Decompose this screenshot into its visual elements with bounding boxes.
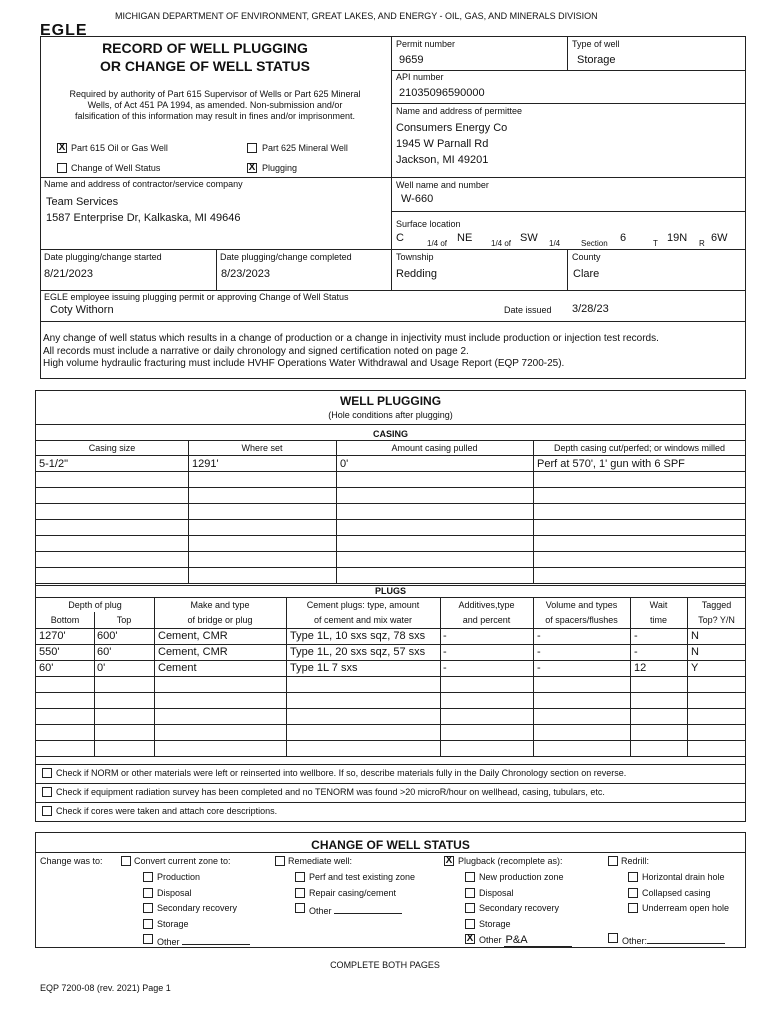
remediate-item-label: Other bbox=[309, 903, 402, 916]
plugback-checkbox-0[interactable] bbox=[465, 872, 475, 882]
plugging-label: Plugging bbox=[262, 163, 298, 173]
plug-cell[interactable]: Cement, CMR bbox=[158, 646, 228, 658]
plug-cell[interactable]: - bbox=[634, 630, 638, 642]
casing-pulled-value[interactable]: 0' bbox=[340, 458, 349, 470]
cores-check-label: Check if cores were taken and attach core descriptions. bbox=[56, 806, 278, 816]
plug-cell[interactable]: - bbox=[634, 646, 638, 658]
remediate-item-label: Repair casing/cement bbox=[309, 887, 397, 898]
convert-item-label: Production bbox=[157, 872, 201, 882]
casing-header-depth-cut: Depth casing cut/perfed; or windows milled bbox=[553, 443, 726, 453]
remediate-item-label: Perf and test existing zone bbox=[309, 872, 416, 882]
norm-check-label: Check if NORM or other materials were left or reinserted into wellbore. If so, describe materials fully in the Daily Chronology section on reverse. bbox=[56, 768, 627, 778]
plug-cell[interactable]: 550' bbox=[39, 646, 60, 658]
casing-size-value[interactable]: 5-1/2" bbox=[39, 458, 68, 470]
plug-header-depth: Depth of plug bbox=[68, 600, 122, 610]
form-title-line1: RECORD OF WELL PLUGGING bbox=[102, 40, 308, 56]
plug-cell[interactable]: 60' bbox=[39, 662, 54, 674]
casing-title: CASING bbox=[372, 429, 408, 439]
api-number-label: API number bbox=[396, 72, 444, 82]
date-issued-label: Date issued bbox=[504, 305, 552, 315]
well-type-value[interactable]: Storage bbox=[577, 54, 616, 66]
plug-cell[interactable]: - bbox=[537, 646, 541, 658]
plug-cell[interactable]: N bbox=[691, 646, 699, 658]
convert-zone-checkbox[interactable] bbox=[121, 856, 131, 866]
type-divider bbox=[567, 36, 568, 70]
plugback-label: Plugback (recomplete as): bbox=[458, 856, 563, 866]
redrill-item-label: Horizontal drain hole bbox=[642, 872, 725, 882]
info-divider bbox=[391, 36, 392, 290]
contractor-line2[interactable]: 1587 Enterprise Dr, Kalkaska, MI 49646 bbox=[46, 212, 241, 224]
authority-line1: Required by authority of Part 615 Supervisor of Wells or Part 625 Mineral bbox=[69, 89, 361, 99]
convert-checkbox-0[interactable] bbox=[143, 872, 153, 882]
plugback-item-label: Secondary recovery bbox=[479, 903, 560, 913]
radiation-checkbox[interactable] bbox=[42, 787, 52, 797]
well-plugging-title: WELL PLUGGING bbox=[339, 394, 442, 408]
plugback-checkbox-1[interactable] bbox=[465, 888, 475, 898]
township-label: Township bbox=[396, 252, 434, 262]
plug-cell[interactable]: 1270' bbox=[39, 630, 66, 642]
plug-cell[interactable]: 12 bbox=[634, 662, 647, 674]
township-value[interactable]: Redding bbox=[396, 268, 437, 280]
plug-cell[interactable]: 0' bbox=[97, 662, 106, 674]
plugback-item-label: New production zone bbox=[479, 872, 564, 882]
plug-cell[interactable]: Type 1L, 20 sxs sqz, 57 sxs bbox=[290, 646, 426, 658]
redrill-other-checkbox[interactable] bbox=[608, 933, 618, 943]
note-line1: Any change of well status which results in a change of production or a change in injectivity must include production or injection test records. bbox=[43, 333, 659, 344]
plug-cell[interactable]: 60' bbox=[97, 646, 112, 658]
plugs-title: PLUGS bbox=[374, 586, 406, 596]
plugback-item-label: Storage bbox=[479, 918, 511, 929]
permittee-label: Name and address of permittee bbox=[396, 106, 523, 116]
api-number-value[interactable]: 21035096590000 bbox=[399, 87, 485, 99]
remediate-label: Remediate well: bbox=[288, 856, 353, 866]
plug-cell[interactable]: - bbox=[537, 662, 541, 674]
plugback-checkbox[interactable]: X bbox=[445, 855, 453, 866]
note-line3: High volume hydraulic fracturing must include HVHF Operations Water Withdrawal and Usage Report (EQP 7200-25). bbox=[43, 358, 565, 369]
cores-checkbox[interactable] bbox=[42, 806, 52, 816]
plug-cell[interactable]: N bbox=[691, 630, 699, 642]
contractor-line1[interactable]: Team Services bbox=[46, 196, 119, 208]
redrill-item-label: Collapsed casing bbox=[642, 887, 711, 898]
well-name-label: Well name and number bbox=[396, 180, 489, 190]
plug-cell[interactable]: Type 1L, 10 sxs sqz, 78 sxs bbox=[290, 630, 426, 642]
change-status-label: Change of Well Status bbox=[71, 163, 161, 173]
casing-header-where-set: Where set bbox=[241, 443, 283, 453]
form-title-line2: OR CHANGE OF WELL STATUS bbox=[100, 58, 310, 74]
well-name-value[interactable]: W-660 bbox=[401, 193, 434, 205]
part615-checkbox[interactable]: X bbox=[58, 142, 66, 153]
plugback-other-value[interactable]: P&A bbox=[504, 934, 572, 947]
surface-section[interactable]: 6 bbox=[620, 232, 627, 244]
note-line2: All records must include a narrative or daily chronology and signed certification noted on page 2. bbox=[43, 346, 469, 357]
part615-label: Part 615 Oil or Gas Well bbox=[71, 143, 168, 153]
redrill-item-label: Underream open hole bbox=[642, 903, 730, 913]
plugback-item-label: Other P&A bbox=[479, 934, 572, 947]
contractor-label: Name and address of contractor/service company bbox=[44, 179, 243, 189]
radiation-check-label: Check if equipment radiation survey has been completed and no TENORM was found >20 microR/hour on wellhead, casing, tubulars, etc. bbox=[56, 787, 605, 797]
form-number: EQP 7200-08 (rev. 2021) Page 1 bbox=[40, 983, 171, 993]
convert-item-label: Secondary recovery bbox=[157, 903, 238, 913]
plug-cell[interactable]: - bbox=[443, 662, 447, 674]
egle-logo: EGLE bbox=[40, 22, 88, 39]
convert-item-label: Disposal bbox=[157, 887, 192, 898]
date-completed-label: Date plugging/change completed bbox=[220, 252, 352, 262]
plugback-checkbox-3[interactable] bbox=[465, 919, 475, 929]
permit-number-value[interactable]: 9659 bbox=[399, 54, 424, 66]
surface-q2[interactable]: NE bbox=[457, 232, 473, 244]
permittee-line2[interactable]: 1945 W Parnall Rd bbox=[396, 138, 489, 150]
redrill-checkbox[interactable] bbox=[608, 856, 618, 866]
plug-cell[interactable]: Type 1L 7 sxs bbox=[290, 662, 358, 674]
department-header: MICHIGAN DEPARTMENT OF ENVIRONMENT, GREAT LAKES, AND ENERGY - OIL, GAS, AND MINERALS DIVISION bbox=[115, 11, 598, 21]
remediate-checkbox[interactable] bbox=[275, 856, 285, 866]
permittee-line1[interactable]: Consumers Energy Co bbox=[396, 122, 508, 134]
plug-cell[interactable]: Cement bbox=[158, 662, 197, 674]
convert-zone-label: Convert current zone to: bbox=[134, 856, 231, 866]
county-label: County bbox=[572, 252, 601, 262]
redrill-label: Redrill: bbox=[621, 856, 650, 866]
surface-q3[interactable]: SW bbox=[520, 232, 538, 244]
authority-line3: falsification of this information may result in fines and/or imprisonment. bbox=[74, 111, 356, 121]
employee-value[interactable]: Coty Withorn bbox=[50, 304, 114, 316]
complete-both-pages: COMPLETE BOTH PAGES bbox=[330, 960, 440, 970]
redrill-checkbox-1[interactable] bbox=[628, 888, 638, 898]
date-issued-value[interactable]: 3/28/23 bbox=[572, 303, 609, 315]
well-plugging-subtitle: (Hole conditions after plugging) bbox=[328, 410, 453, 420]
county-value[interactable]: Clare bbox=[573, 268, 600, 280]
change-was-to-label: Change was to: bbox=[40, 856, 103, 866]
convert-checkbox-1[interactable] bbox=[143, 888, 153, 898]
authority-line2: Wells, of Act 451 PA 1994, as amended. Non-submission and/or bbox=[87, 100, 343, 110]
plug-cell[interactable]: - bbox=[443, 646, 447, 658]
plug-cell[interactable]: - bbox=[443, 630, 447, 642]
plug-cell[interactable]: Cement, CMR bbox=[158, 630, 228, 642]
convert-item-label: Other bbox=[157, 934, 250, 947]
surface-range[interactable]: 6W bbox=[711, 232, 728, 244]
redrill-checkbox-0[interactable] bbox=[628, 872, 638, 882]
casing-depth-cut-value[interactable]: Perf at 570', 1' gun with 6 SPF bbox=[537, 458, 685, 470]
plug-cell[interactable]: 600' bbox=[97, 630, 118, 642]
plugback-checkbox-2[interactable] bbox=[465, 903, 475, 913]
casing-header-amount-pulled: Amount casing pulled bbox=[391, 443, 478, 453]
plugback-checkbox-4[interactable]: X bbox=[466, 933, 474, 944]
remediate-checkbox-0[interactable] bbox=[295, 872, 305, 882]
convert-item-label: Storage bbox=[157, 918, 189, 929]
change-status-title: CHANGE OF WELL STATUS bbox=[311, 838, 470, 852]
redrill-checkbox-2[interactable] bbox=[628, 903, 638, 913]
casing-header-size: Casing size bbox=[88, 443, 136, 453]
convert-checkbox-2[interactable] bbox=[143, 903, 153, 913]
surface-location-label: Surface location bbox=[396, 219, 461, 229]
permit-number-label: Permit number bbox=[396, 39, 456, 49]
norm-checkbox[interactable] bbox=[42, 768, 52, 778]
well-info-frame bbox=[40, 36, 746, 379]
convert-checkbox-3[interactable] bbox=[143, 919, 153, 929]
date-completed-value[interactable]: 8/23/2023 bbox=[221, 268, 270, 280]
remediate-checkbox-1[interactable] bbox=[295, 888, 305, 898]
plug-cell[interactable]: - bbox=[537, 630, 541, 642]
well-type-label: Type of well bbox=[572, 39, 620, 49]
surface-q1[interactable]: C bbox=[396, 232, 404, 244]
casing-where-set-value[interactable]: 1291' bbox=[192, 458, 219, 470]
plugging-checkbox[interactable]: X bbox=[248, 162, 256, 173]
surface-township[interactable]: 19N bbox=[667, 232, 688, 244]
date-started-label: Date plugging/change started bbox=[44, 252, 162, 262]
permittee-line3[interactable]: Jackson, MI 49201 bbox=[396, 154, 489, 166]
plugback-item-label: Disposal bbox=[479, 887, 514, 898]
plug-cell[interactable]: Y bbox=[691, 662, 699, 674]
employee-label: EGLE employee issuing plugging permit or approving Change of Well Status bbox=[44, 292, 349, 302]
part625-label: Part 625 Mineral Well bbox=[262, 143, 348, 153]
redrill-other-label: Other: bbox=[622, 933, 725, 946]
convert-checkbox-4[interactable] bbox=[143, 934, 153, 944]
date-started-value[interactable]: 8/21/2023 bbox=[44, 268, 93, 280]
remediate-checkbox-2[interactable] bbox=[295, 903, 305, 913]
